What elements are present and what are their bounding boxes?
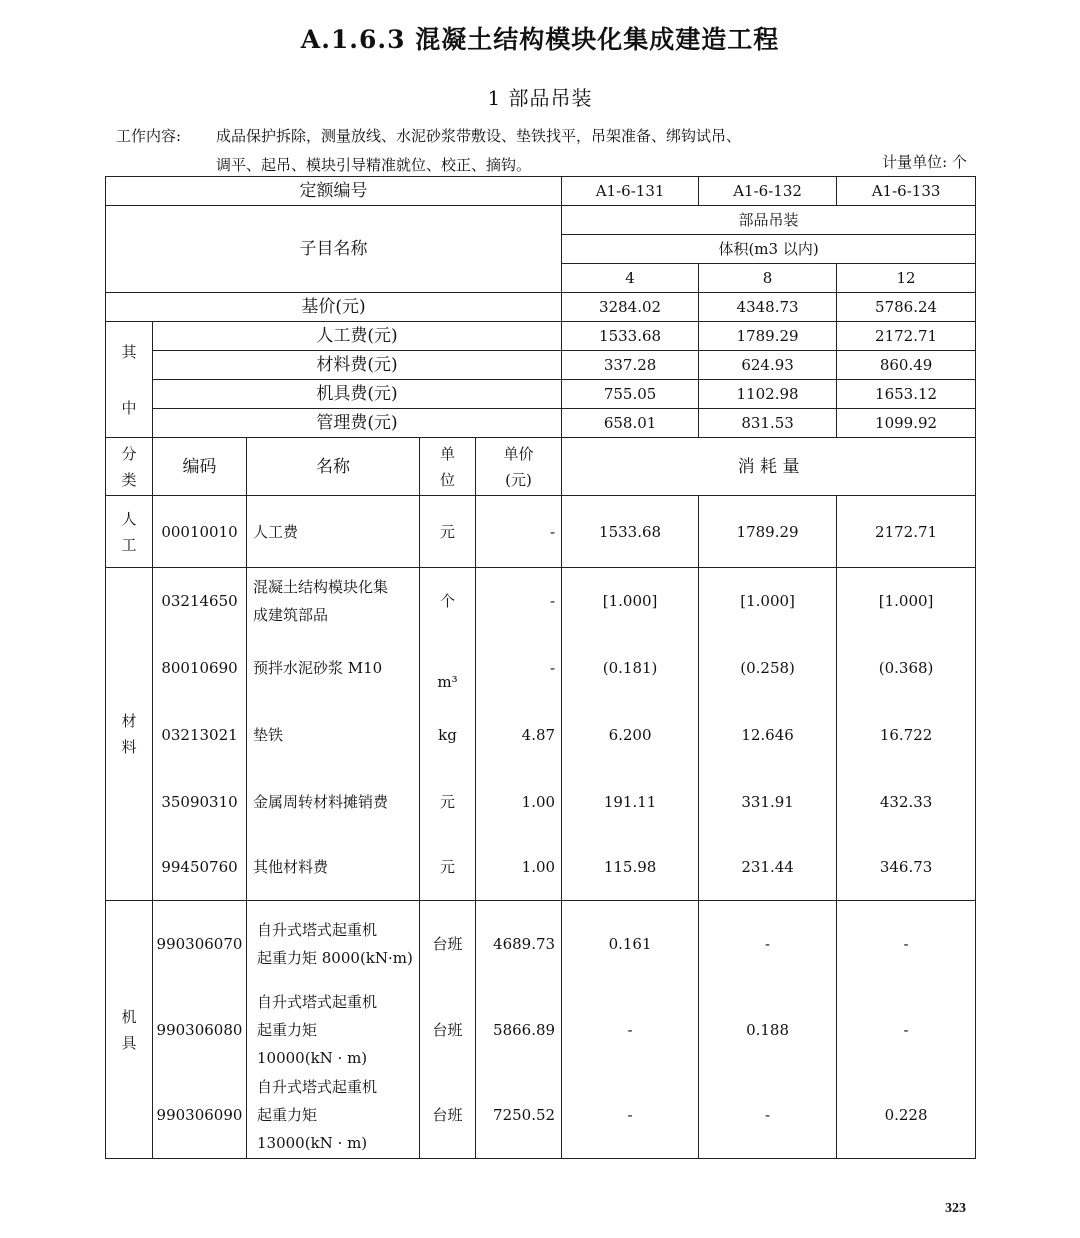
cost-value: 624.93 bbox=[699, 351, 837, 380]
labor-row bbox=[106, 496, 976, 568]
base-price-row bbox=[106, 293, 976, 322]
cost-value: 1789.29 bbox=[699, 322, 837, 351]
resource-name-line: 混凝土结构模块化集 bbox=[253, 578, 389, 597]
cost-row bbox=[106, 409, 976, 438]
resource-name: 金属周转材料摊销费 bbox=[247, 769, 420, 835]
volume-label: 体积(m3 以内) bbox=[562, 235, 976, 264]
work-content-line-1: 成品保护拆除，测量放线、水泥砂浆带敷设、垫铁找平，吊架准备、绑钩试吊、 bbox=[216, 127, 742, 145]
consumption-value: [1.000] bbox=[562, 568, 699, 635]
resource-name bbox=[247, 1073, 420, 1159]
cost-label: 管理费(元) bbox=[153, 409, 562, 438]
resource-unit: 台班 bbox=[420, 987, 476, 1073]
resource-code: 35090310 bbox=[153, 769, 247, 835]
resource-code: 03213021 bbox=[153, 702, 247, 769]
cost-label: 材料费(元) bbox=[153, 351, 562, 380]
consumption-value: - bbox=[562, 987, 699, 1073]
consumption-value: 191.11 bbox=[562, 769, 699, 835]
cost-value: 658.01 bbox=[562, 409, 699, 438]
consumption-value: [1.000] bbox=[699, 568, 837, 635]
cost-label: 人工费(元) bbox=[153, 322, 562, 351]
resource-unit: m³ bbox=[420, 635, 476, 702]
consumption-value: 331.91 bbox=[699, 769, 837, 835]
category-header-1: 分 bbox=[121, 444, 137, 463]
consumption-value: 115.98 bbox=[562, 835, 699, 901]
section-title: 1 部品吊装 bbox=[487, 86, 593, 110]
item-name-row bbox=[106, 206, 976, 235]
material-row bbox=[106, 769, 976, 835]
resource-price: 1.00 bbox=[476, 769, 562, 835]
resource-code: 80010690 bbox=[153, 635, 247, 702]
resource-price: 5866.89 bbox=[476, 987, 562, 1073]
category-header bbox=[106, 438, 153, 496]
cost-value: 2172.71 bbox=[837, 322, 976, 351]
quota-table bbox=[105, 176, 976, 1159]
consumption-value: 12.646 bbox=[699, 702, 837, 769]
resource-price: 4.87 bbox=[476, 702, 562, 769]
resource-name-line: 自升式塔式起重机 bbox=[257, 992, 378, 1011]
consumption-value: - bbox=[699, 901, 837, 987]
cost-label: 机具费(元) bbox=[153, 380, 562, 409]
cost-value: 1099.92 bbox=[837, 409, 976, 438]
consumption-value: 1789.29 bbox=[699, 496, 837, 568]
material-row bbox=[106, 835, 976, 901]
volume-value: 8 bbox=[699, 264, 837, 293]
base-price: 4348.73 bbox=[699, 293, 837, 322]
consumption-value: [1.000] bbox=[837, 568, 976, 635]
measurement-unit: 计量单位: 个 bbox=[882, 153, 967, 171]
consumption-value: (0.258) bbox=[699, 635, 837, 702]
resource-name: 预拌水泥砂浆 M10 bbox=[247, 635, 420, 702]
materials-category bbox=[106, 568, 153, 901]
resource-name-line: 成建筑部品 bbox=[253, 606, 329, 625]
unit-price-header bbox=[476, 438, 562, 496]
consumption-value: 0.228 bbox=[837, 1073, 976, 1159]
consumption-header: 消 耗 量 bbox=[562, 438, 976, 496]
consumption-value: 231.44 bbox=[699, 835, 837, 901]
base-price: 5786.24 bbox=[837, 293, 976, 322]
resource-price: 1.00 bbox=[476, 835, 562, 901]
cost-value: 755.05 bbox=[562, 380, 699, 409]
quota-number-row bbox=[106, 177, 976, 206]
item-name-label: 子目名称 bbox=[106, 206, 562, 293]
consumption-value: 346.73 bbox=[837, 835, 976, 901]
quota-number: A1-6-132 bbox=[699, 177, 837, 206]
quota-number-label: 定额编号 bbox=[106, 177, 562, 206]
consumption-value: - bbox=[699, 1073, 837, 1159]
quota-number: A1-6-133 bbox=[837, 177, 976, 206]
resource-name-line: 13000(kN · m) bbox=[257, 1134, 368, 1153]
resource-name-line: 起重力矩 8000(kN·m) bbox=[257, 948, 413, 967]
consumption-value: - bbox=[837, 987, 976, 1073]
resource-name-line: 10000(kN · m) bbox=[257, 1048, 368, 1067]
work-content-line-2: 调平、起吊、模块引导精准就位、校正、摘钩。 bbox=[216, 156, 532, 174]
unit-header-1: 单 bbox=[439, 444, 455, 463]
resource-name bbox=[247, 568, 420, 635]
consumption-value: 6.200 bbox=[562, 702, 699, 769]
cost-row bbox=[106, 351, 976, 380]
cost-value: 1653.12 bbox=[837, 380, 976, 409]
consumption-value: 0.188 bbox=[699, 987, 837, 1073]
work-content bbox=[116, 122, 741, 180]
labor-category-2: 工 bbox=[121, 535, 137, 554]
resource-name-line: 起重力矩 bbox=[257, 1020, 318, 1039]
materials-category-1: 材 bbox=[121, 712, 137, 730]
resource-code: 990306080 bbox=[153, 987, 247, 1073]
consumption-value: - bbox=[562, 1073, 699, 1159]
resource-unit: 元 bbox=[420, 769, 476, 835]
category-header-2: 类 bbox=[121, 470, 137, 489]
page-number: 323 bbox=[945, 1201, 966, 1216]
resource-unit: 元 bbox=[420, 835, 476, 901]
cost-value: 1533.68 bbox=[562, 322, 699, 351]
cost-value: 1102.98 bbox=[699, 380, 837, 409]
resource-price: 7250.52 bbox=[476, 1073, 562, 1159]
unit-header-2: 位 bbox=[439, 470, 455, 489]
among-label-1: 其 bbox=[121, 342, 137, 361]
labor-category-1: 人 bbox=[121, 509, 137, 528]
resource-name-line: 自升式塔式起重机 bbox=[257, 920, 378, 939]
cost-value: 860.49 bbox=[837, 351, 976, 380]
base-price: 3284.02 bbox=[562, 293, 699, 322]
labor-category bbox=[106, 496, 153, 568]
resource-unit: 台班 bbox=[420, 1073, 476, 1159]
machine-row bbox=[106, 901, 976, 987]
machines-category-1: 机 bbox=[121, 1007, 137, 1026]
resource-price: 4689.73 bbox=[476, 901, 562, 987]
quota-number: A1-6-131 bbox=[562, 177, 699, 206]
resource-name bbox=[247, 901, 420, 987]
unit-price-header-1: 单价 bbox=[503, 444, 534, 463]
material-row bbox=[106, 635, 976, 702]
consumption-value: (0.368) bbox=[837, 635, 976, 702]
volume-value: 4 bbox=[562, 264, 699, 293]
page-title: A.1.6.3 混凝土结构模块化集成建造工程 bbox=[300, 25, 780, 54]
resource-name: 人工费 bbox=[247, 496, 420, 568]
resource-code: 990306070 bbox=[153, 901, 247, 987]
machines-category-2: 具 bbox=[121, 1033, 137, 1052]
consumption-value: 2172.71 bbox=[837, 496, 976, 568]
resource-name: 垫铁 bbox=[247, 702, 420, 769]
resource-price: - bbox=[476, 568, 562, 635]
resource-name-line: 起重力矩 bbox=[257, 1106, 318, 1125]
cost-row bbox=[106, 322, 976, 351]
resource-unit: kg bbox=[420, 702, 476, 769]
material-row bbox=[106, 702, 976, 769]
materials-category-2: 料 bbox=[121, 738, 137, 756]
unit-price-header-2: (元) bbox=[505, 470, 532, 489]
base-price-label: 基价(元) bbox=[106, 293, 562, 322]
consumption-value: 16.722 bbox=[837, 702, 976, 769]
cost-row bbox=[106, 380, 976, 409]
consumption-value: - bbox=[837, 901, 976, 987]
name-header: 名称 bbox=[247, 438, 420, 496]
resource-code: 03214650 bbox=[153, 568, 247, 635]
among-label-2: 中 bbox=[121, 398, 137, 417]
machine-row bbox=[106, 987, 976, 1073]
resource-price: - bbox=[476, 496, 562, 568]
consumption-value: 0.161 bbox=[562, 901, 699, 987]
cost-value: 337.28 bbox=[562, 351, 699, 380]
resource-code: 990306090 bbox=[153, 1073, 247, 1159]
resource-unit: 台班 bbox=[420, 901, 476, 987]
item-name: 部品吊装 bbox=[562, 206, 976, 235]
resource-name-line: 自升式塔式起重机 bbox=[257, 1078, 378, 1097]
code-header: 编码 bbox=[153, 438, 247, 496]
resource-code: 00010010 bbox=[153, 496, 247, 568]
resource-unit: 元 bbox=[420, 496, 476, 568]
resource-name: 其他材料费 bbox=[247, 835, 420, 901]
consumption-value: (0.181) bbox=[562, 635, 699, 702]
resource-name bbox=[247, 987, 420, 1073]
resource-price: - bbox=[476, 635, 562, 702]
consumption-value: 432.33 bbox=[837, 769, 976, 835]
resource-unit: 个 bbox=[420, 568, 476, 635]
machines-category bbox=[106, 901, 153, 1159]
detail-header-row bbox=[106, 438, 976, 496]
work-content-label: 工作内容: bbox=[116, 127, 182, 145]
unit-header bbox=[420, 438, 476, 496]
material-row bbox=[106, 568, 976, 635]
resource-code: 99450760 bbox=[153, 835, 247, 901]
cost-value: 831.53 bbox=[699, 409, 837, 438]
volume-value: 12 bbox=[837, 264, 976, 293]
consumption-value: 1533.68 bbox=[562, 496, 699, 568]
machine-row bbox=[106, 1073, 976, 1159]
among-label bbox=[106, 322, 153, 438]
